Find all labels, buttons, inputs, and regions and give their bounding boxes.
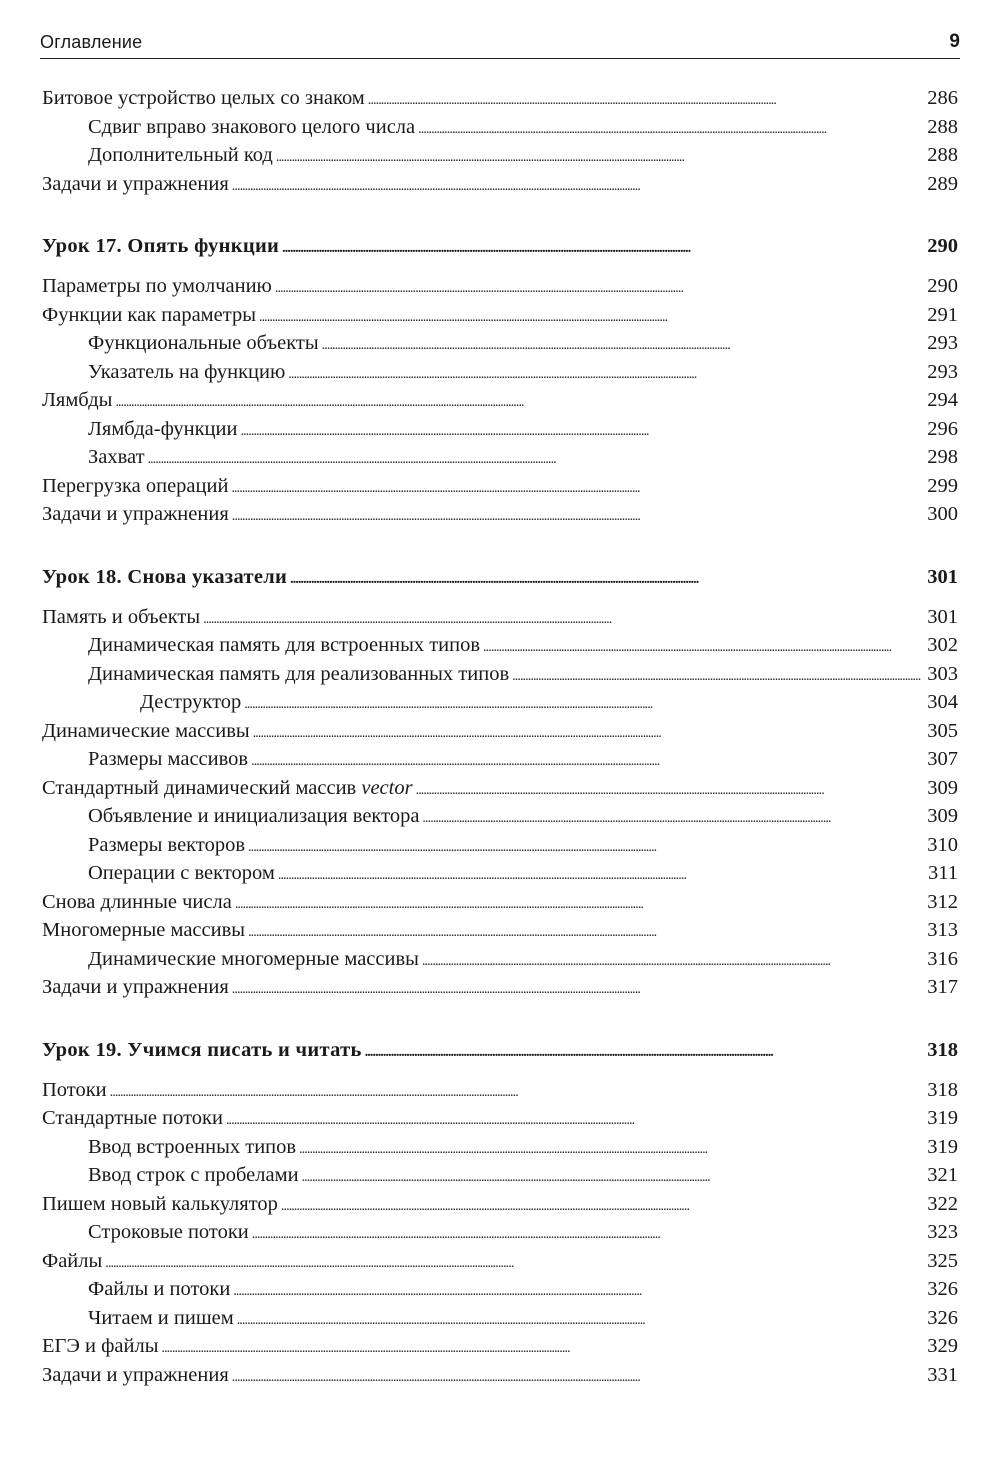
toc-entry[interactable]: [42, 1247, 958, 1276]
toc-entry[interactable]: [42, 945, 958, 974]
dot-leader: [251, 748, 924, 777]
toc-entry-page: 291: [927, 303, 958, 326]
dot-leader: [278, 862, 925, 891]
toc-entry-title: Захват: [88, 446, 145, 468]
dot-leader: [253, 720, 925, 749]
dot-leader: [299, 1136, 924, 1165]
toc-entry[interactable]: [42, 1275, 958, 1304]
dot-leader: [322, 332, 925, 361]
toc-entry-page: 290: [927, 275, 958, 297]
toc-entry[interactable]: [42, 1104, 958, 1133]
toc-entry-page: 293: [927, 360, 958, 383]
toc-entry[interactable]: [42, 1218, 958, 1247]
toc-entry-page: 302: [927, 634, 958, 656]
dot-leader: [302, 1164, 925, 1193]
chapter-page: 301: [927, 565, 958, 588]
toc-entry[interactable]: [42, 443, 958, 472]
toc-entry-page: 321: [927, 1164, 958, 1186]
toc-entry-title: Лямбды: [42, 389, 113, 411]
toc-entry[interactable]: [42, 859, 958, 888]
toc-entry-title: ЕГЭ и файлы: [42, 1335, 159, 1357]
dot-leader: [105, 1250, 924, 1279]
toc-entry-page: 313: [927, 919, 958, 941]
toc-entry-title: Функциональные объекты: [88, 332, 319, 354]
dot-leader: [282, 231, 924, 267]
toc-entry[interactable]: [42, 141, 958, 170]
toc-entry-title: Лямбда-функции: [88, 417, 238, 440]
toc-chapter-19[interactable]: [42, 1032, 958, 1068]
dot-leader: [368, 87, 924, 116]
dot-leader: [252, 1221, 924, 1250]
dot-leader: [148, 446, 925, 475]
toc-entry-title: Ввод строк с пробелами: [88, 1164, 299, 1186]
dot-leader: [233, 1278, 924, 1307]
toc-entry-title: Строковые потоки: [88, 1221, 249, 1243]
toc-entry-page: 300: [927, 503, 958, 525]
running-head-title: Оглавление: [40, 32, 143, 52]
toc-entry[interactable]: [42, 631, 958, 660]
toc-entry-title: Динамическая память для реализованных типов: [88, 662, 510, 685]
toc-entry[interactable]: [42, 774, 958, 803]
toc-entry[interactable]: [42, 1304, 958, 1333]
toc-entry-title: Задачи и упражнения: [42, 1363, 229, 1386]
toc-entry[interactable]: [42, 888, 958, 917]
toc-entry[interactable]: [42, 1332, 958, 1361]
dot-leader: [259, 304, 924, 333]
toc-entry[interactable]: [42, 329, 958, 358]
toc-entry-title: Память и объекты: [42, 605, 201, 628]
dot-leader: [161, 1335, 924, 1364]
toc-entry-title: Деструктор: [140, 691, 242, 713]
dot-leader: [237, 1307, 925, 1336]
toc-entry-page: 326: [927, 1306, 958, 1329]
toc-entry-page: 317: [927, 976, 958, 998]
chapter-title: Урок 17. Опять функции: [42, 235, 280, 257]
dot-leader: [275, 275, 924, 304]
page-header: [40, 28, 960, 59]
dot-leader: [244, 691, 924, 720]
toc-entry-title-emphasis: vector: [361, 776, 413, 799]
toc-entry-page: 305: [927, 719, 958, 742]
toc-entry-title: Параметры по умолчанию: [42, 275, 272, 297]
toc-entry-page: 303: [927, 662, 958, 685]
toc-entry-title: Задачи и упражнения: [42, 976, 229, 998]
dot-leader: [235, 891, 924, 920]
toc-entry-page: 294: [927, 389, 958, 411]
dot-leader: [418, 116, 924, 145]
toc-entry-page: 288: [927, 115, 958, 138]
toc-entry-page: 322: [927, 1192, 958, 1215]
table-of-contents: [42, 84, 958, 1389]
toc-entry-page: 299: [927, 474, 958, 497]
toc-entry-page: 288: [927, 144, 958, 166]
toc-entry-title-text: Стандартный динамический массив: [42, 776, 357, 799]
toc-entry-title: Объявление и инициализация вектора: [88, 805, 420, 827]
toc-entry[interactable]: [42, 831, 958, 860]
toc-entry-page: 298: [927, 446, 958, 468]
toc-entry-page: 329: [927, 1335, 958, 1357]
toc-entry[interactable]: [42, 472, 958, 501]
toc-entry-page: 323: [927, 1221, 958, 1243]
toc-entry-page: 307: [927, 748, 958, 770]
dot-leader: [203, 606, 924, 635]
toc-entry[interactable]: [42, 660, 958, 689]
dot-leader: [422, 948, 924, 977]
toc-entry[interactable]: [42, 916, 958, 945]
toc-entry[interactable]: [42, 84, 958, 113]
toc-entry-title: Файлы и потоки: [88, 1278, 231, 1300]
toc-entry-title: Стандартные потоки: [42, 1107, 223, 1129]
dot-leader: [281, 1193, 924, 1222]
dot-leader: [512, 663, 924, 692]
page-number: 9: [949, 31, 960, 52]
toc-entry-page: 289: [927, 172, 958, 195]
toc-entry-page: 326: [927, 1278, 958, 1300]
toc-entry[interactable]: [42, 717, 958, 746]
toc-entry[interactable]: [42, 688, 958, 717]
toc-entry-page: 319: [927, 1107, 958, 1129]
toc-entry-title: Задачи и упражнения: [42, 503, 229, 525]
chapter-page: 290: [927, 235, 958, 257]
toc-entry-title: Сдвиг вправо знакового целого числа: [88, 115, 416, 138]
toc-entry-page: 286: [927, 87, 958, 109]
dot-leader: [232, 1364, 924, 1393]
toc-entry[interactable]: [42, 500, 958, 529]
dot-leader: [288, 361, 924, 390]
toc-chapter-18[interactable]: [42, 559, 958, 595]
toc-entry-title: Размеры массивов: [88, 748, 249, 770]
dot-leader: [416, 777, 925, 806]
dot-leader: [110, 1079, 925, 1108]
dot-leader: [226, 1107, 924, 1136]
dot-leader: [365, 1035, 925, 1071]
toc-entry-title: Снова длинные числа: [42, 890, 232, 913]
toc-entry[interactable]: [42, 113, 958, 142]
toc-entry[interactable]: [42, 1161, 958, 1190]
toc-entry-title: Файлы: [42, 1249, 103, 1272]
chapter-page: 318: [927, 1038, 958, 1061]
chapter-title: Урок 19. Учимся писать и читать: [42, 1038, 362, 1061]
dot-leader: [231, 475, 924, 504]
toc-entry-title: Размеры векторов: [88, 833, 245, 856]
toc-entry[interactable]: [42, 973, 958, 1002]
dot-leader: [240, 418, 924, 447]
toc-entry-page: 296: [927, 417, 958, 440]
toc-entry[interactable]: [42, 1190, 958, 1219]
toc-entry-title: Потоки: [42, 1078, 107, 1101]
toc-entry-title: Перегрузка операций: [42, 474, 229, 497]
toc-entry[interactable]: [42, 415, 958, 444]
dot-leader: [232, 173, 924, 202]
toc-entry-title: Пишем новый калькулятор: [42, 1192, 278, 1215]
dot-leader: [483, 634, 924, 663]
toc-entry-title: Указатель на функцию: [88, 360, 286, 383]
toc-entry-title: Ввод встроенных типов: [88, 1135, 297, 1158]
dot-leader: [232, 503, 924, 532]
toc-entry-title: Динамическая память для встроенных типов: [88, 634, 481, 656]
toc-entry-title: [42, 774, 413, 803]
toc-entry-page: 311: [928, 862, 958, 884]
toc-entry-page: 331: [927, 1363, 958, 1386]
toc-entry-page: 325: [927, 1249, 958, 1272]
toc-entry[interactable]: [42, 1076, 958, 1105]
toc-entry[interactable]: [42, 745, 958, 774]
dot-leader: [290, 562, 924, 598]
chapter-title: Урок 18. Снова указатели: [42, 565, 288, 588]
toc-chapter-17[interactable]: [42, 228, 958, 264]
toc-entry[interactable]: [42, 170, 958, 199]
toc-entry[interactable]: [42, 386, 958, 415]
toc-entry-page: 312: [927, 890, 958, 913]
toc-entry-title: Динамические многомерные массивы: [88, 947, 419, 970]
toc-entry-page: 309: [927, 776, 958, 799]
toc-entry[interactable]: [42, 272, 958, 301]
toc-entry-page: 301: [927, 605, 958, 628]
toc-entry-title: Битовое устройство целых со знаком: [42, 87, 365, 109]
toc-entry-title: Функции как параметры: [42, 303, 256, 326]
toc-entry-page: 293: [927, 332, 958, 354]
dot-leader: [422, 805, 924, 834]
toc-entry-page: 319: [927, 1135, 958, 1158]
toc-entry-page: 316: [927, 947, 958, 970]
dot-leader: [276, 144, 924, 173]
toc-entry-title: Дополнительный код: [88, 144, 273, 166]
dot-leader: [248, 834, 924, 863]
toc-entry[interactable]: [42, 603, 958, 632]
toc-entry-page: 318: [927, 1078, 958, 1101]
dot-leader: [115, 389, 924, 418]
toc-entry-page: 310: [927, 833, 958, 856]
toc-entry-page: 309: [927, 805, 958, 827]
toc-entry[interactable]: [42, 1361, 958, 1390]
toc-entry-page: 304: [927, 691, 958, 713]
toc-entry-title: Динамические массивы: [42, 719, 250, 742]
dot-leader: [248, 919, 924, 948]
toc-entry[interactable]: [42, 1133, 958, 1162]
toc-entry-title: Операции с вектором: [88, 862, 275, 884]
toc-entry[interactable]: [42, 358, 958, 387]
toc-entry-title: Читаем и пишем: [88, 1306, 234, 1329]
toc-entry[interactable]: [42, 301, 958, 330]
toc-entry-title: Многомерные массивы: [42, 919, 246, 941]
toc-entry[interactable]: [42, 802, 958, 831]
toc-entry-title: Задачи и упражнения: [42, 172, 229, 195]
dot-leader: [232, 976, 924, 1005]
